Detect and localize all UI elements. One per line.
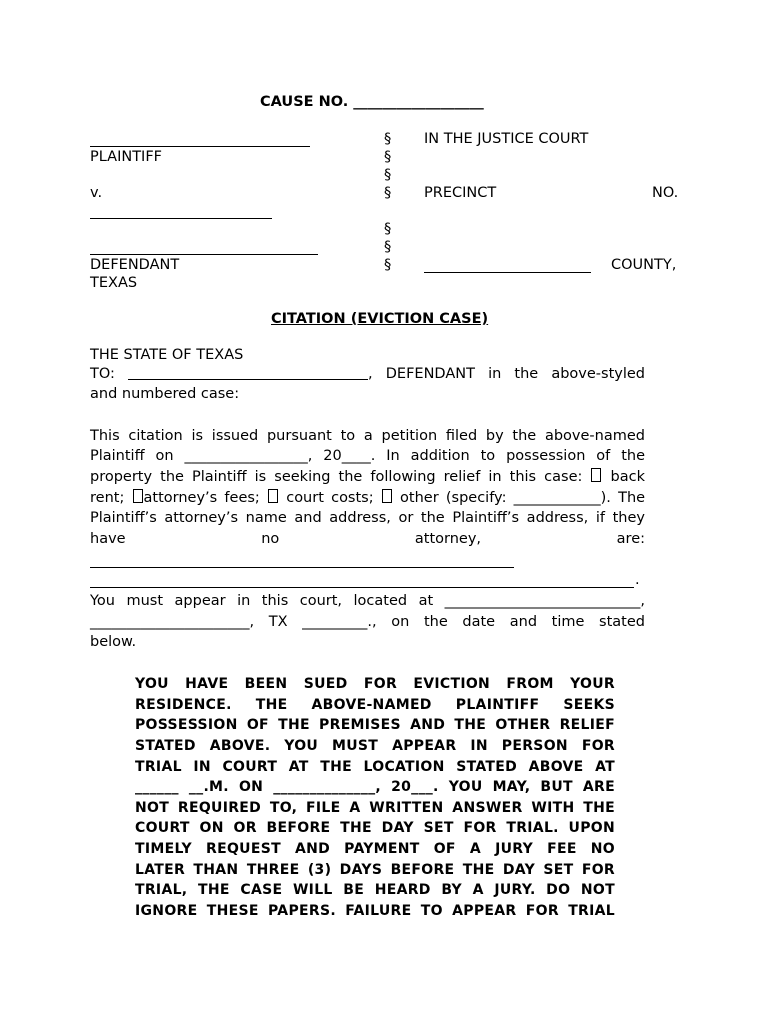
section-symbol: §: [384, 257, 392, 273]
back-rent-label: back: [610, 469, 645, 485]
paragraph-1-line-1: This citation is issued pursuant to a petition filed by the above-named: [90, 428, 645, 444]
rent-label: rent;: [90, 490, 125, 506]
cause-number: CAUSE NO. __________________: [260, 94, 484, 110]
back-rent-checkbox[interactable]: [590, 469, 645, 485]
to-line-2: and numbered case:: [90, 386, 240, 402]
attorney-address-line-1: [90, 567, 514, 568]
section-symbol: §: [384, 239, 392, 255]
court-label: IN THE JUSTICE COURT: [424, 131, 589, 147]
warning-line: COURT ON OR BEFORE THE DAY SET FOR TRIAL. UPON: [135, 820, 615, 836]
plaintiff-label: PLAINTIFF: [90, 149, 163, 165]
plaintiff-line: [90, 146, 310, 147]
warning-line: TRIAL, THE CASE WILL BE HEARD BY A JURY. DO NOT: [135, 882, 615, 898]
defendant-line: [90, 254, 318, 255]
paragraph-1-line-3: [90, 468, 645, 486]
paragraph-1-line-6: have no attorney, are:: [90, 531, 645, 547]
attorney-fees-checkbox[interactable]: [132, 490, 260, 506]
court-costs-checkbox[interactable]: [267, 490, 374, 506]
warning-line: IGNORE THESE PAPERS. FAILURE TO APPEAR FOR TRIAL: [135, 903, 615, 919]
precinct-label: PRECINCT: [424, 185, 497, 201]
warning-line: TIMELY REQUEST AND PAYMENT OF A JURY FEE NO: [135, 841, 615, 857]
court-costs-label: court costs;: [286, 490, 374, 506]
section-symbol: §: [384, 149, 392, 165]
warning-line: RESIDENCE. THE ABOVE-NAMED PLAINTIFF SEEKS: [135, 697, 615, 713]
warning-line: POSSESSION OF THE PREMISES AND THE OTHER RELIEF: [135, 717, 615, 733]
warning-line: LATER THAN THREE (3) DAYS BEFORE THE DAY SET FOR: [135, 862, 615, 878]
to-suffix: , DEFENDANT in the above-styled: [368, 366, 645, 382]
section-symbol: §: [384, 221, 392, 237]
versus-line: [90, 218, 272, 219]
document-title: CITATION (EVICTION CASE): [271, 311, 489, 327]
warning-line: ______ __.M. ON ______________, 20___. YOU MAY, BUT ARE: [135, 779, 615, 795]
address-period: .: [635, 572, 640, 588]
to-line: [90, 365, 645, 383]
county-line: [424, 272, 591, 273]
defendant-label: DEFENDANT: [90, 257, 180, 273]
section-symbol: §: [384, 167, 392, 183]
warning-line: YOU HAVE BEEN SUED FOR EVICTION FROM YOUR: [135, 676, 615, 692]
other-checkbox[interactable]: [381, 490, 645, 506]
paragraph-1-line-2: Plaintiff on _________________, 20____. In addition to possession of the: [90, 448, 645, 464]
warning-line: TRIAL IN COURT AT THE LOCATION STATED ABOVE AT: [135, 759, 615, 775]
section-symbol: §: [384, 131, 392, 147]
warning-line: STATED ABOVE. YOU MUST APPEAR IN PERSON FOR: [135, 738, 615, 754]
paragraph-2-line-3: below.: [90, 634, 137, 650]
county-label: COUNTY,: [611, 257, 677, 273]
to-label: TO:: [90, 366, 115, 382]
precinct-no-label: NO.: [652, 185, 679, 201]
section-symbol: §: [384, 185, 392, 201]
defendant-name-blank: [128, 365, 368, 380]
paragraph-2-line-1: You must appear in this court, located at ___________________________,: [90, 593, 645, 609]
paragraph-1-line-5: Plaintiff’s attorney’s name and address, or the Plaintiff’s address, if they: [90, 510, 645, 526]
versus-label: v.: [90, 185, 103, 201]
attorney-address-line-2: [90, 587, 634, 588]
texas-label: TEXAS: [90, 275, 138, 291]
other-label: other (specify: ____________). The: [400, 490, 646, 506]
paragraph-1-line-4: [90, 489, 645, 507]
state-heading: THE STATE OF TEXAS: [90, 347, 244, 363]
warning-line: NOT REQUIRED TO, FILE A WRITTEN ANSWER WITH THE: [135, 800, 615, 816]
relief-intro: property the Plaintiff is seeking the following relief in this case:: [90, 469, 583, 485]
paragraph-2-line-2: ______________________, TX _________., on the date and time stated: [90, 614, 645, 630]
attorney-fees-label: attorney’s fees;: [143, 490, 260, 506]
